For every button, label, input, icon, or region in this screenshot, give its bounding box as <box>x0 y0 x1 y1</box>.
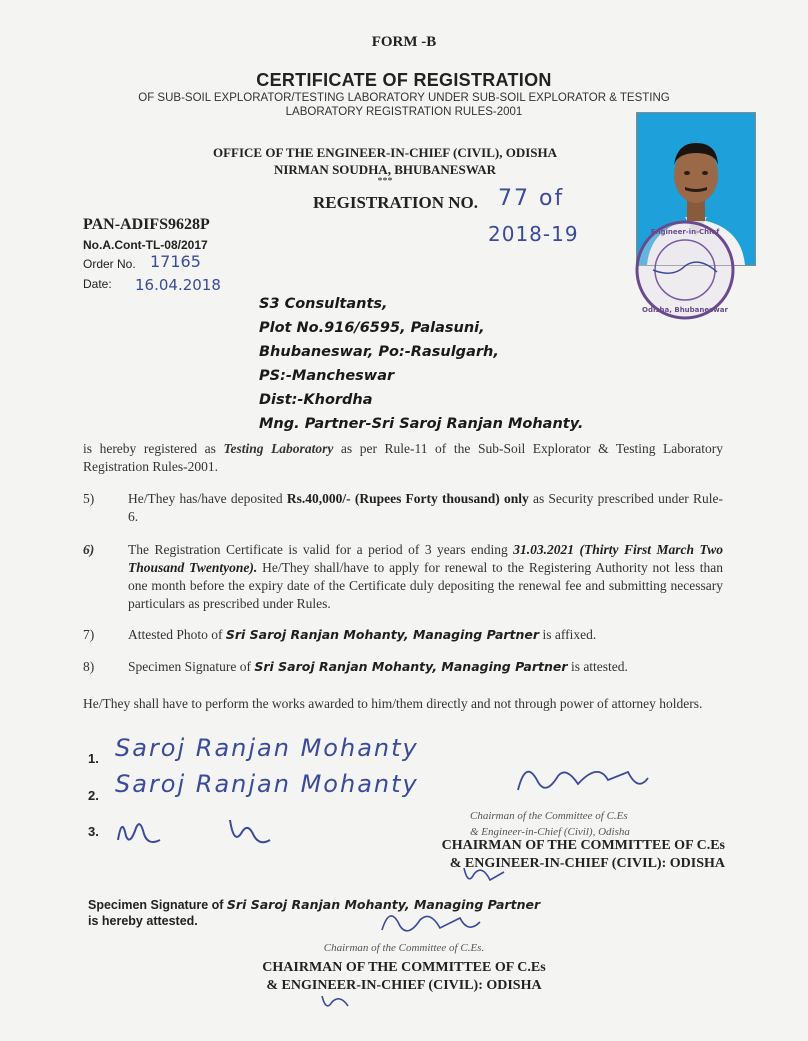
stamp2-line1: Chairman of the Committee of C.Es. <box>323 942 485 954</box>
stamp-line2: & Engineer-in-Chief (Civil), Odisha <box>470 826 630 838</box>
certificate-title: CERTIFICATE OF REGISTRATION <box>256 70 552 90</box>
stamp-line1: Chairman of the Committee of C.Es <box>470 810 628 822</box>
registration-statement: is hereby registered as Testing Laboratory as per Rule-11 of the Sub-Soil Explorator & Testing Laboratory Registration Rules-2001. <box>83 441 723 474</box>
attestation-line2: is hereby attested. <box>88 914 198 928</box>
initials-mark <box>460 862 510 893</box>
signature-number-3: 3. <box>88 824 99 839</box>
closing-paragraph: He/They shall have to perform the works awarded to him/them directly and not through power of attorney holders. <box>83 696 703 711</box>
chairman-title-line1: CHAIRMAN OF THE COMMITTEE OF C.Es <box>441 838 725 853</box>
specimen-signature-1: Saroj Ranjan Mohanty <box>115 734 419 762</box>
signature-number-2: 2. <box>88 788 99 803</box>
attestation-signature <box>376 900 486 945</box>
registration-type: Testing Laboratory <box>223 441 334 456</box>
official-seal <box>633 218 737 322</box>
svg-text:Engineer-in-Chief: Engineer-in-Chief <box>650 228 720 236</box>
address-line: Dist:-Khordha <box>259 392 373 408</box>
clause-8: 8) Specimen Signature of Sri Saroj Ranjan Mohanty, Managing Partner is attested. <box>83 659 628 674</box>
signature-number-1: 1. <box>88 751 99 766</box>
chairman-title-line2: & ENGINEER-IN-CHIEF (CIVIL): ODISHA <box>449 856 725 871</box>
office-line2: NIRMAN SOUDHA, BHUBANESWAR <box>273 162 497 177</box>
address-line: S3 Consultants, <box>259 296 388 312</box>
chairman-signature <box>508 752 658 807</box>
address-block <box>259 292 583 436</box>
initials-mark-2 <box>318 992 358 1019</box>
form-label: FORM -B <box>371 34 437 50</box>
address-line: Bhubaneswar, Po:-Rasulgarh, <box>259 344 499 360</box>
svg-text:Odisha, Bhubaneswar: Odisha, Bhubaneswar <box>642 306 728 314</box>
date-handwritten: 16.04.2018 <box>135 276 221 294</box>
order-label: Order No. <box>83 257 136 271</box>
chairman2-title-line1: CHAIRMAN OF THE COMMITTEE OF C.Es <box>262 960 546 975</box>
order-number-handwritten: 17165 <box>150 252 201 271</box>
subtitle-line1: OF SUB-SOIL EXPLORATOR/TESTING LABORATORY UNDER SUB-SOIL EXPLORATOR & TESTING <box>138 92 670 104</box>
stars-divider: *** <box>377 176 393 187</box>
specimen-signature-2: Saroj Ranjan Mohanty <box>115 770 419 798</box>
subtitle-line2: LABORATORY REGISTRATION RULES-2001 <box>285 106 523 118</box>
clause-5: 5) He/They has/have deposited Rs.40,000/- (Rupees Forty thousand) only as Security prescribed under Rule-6. <box>83 491 724 524</box>
date-label: Date: <box>83 277 112 291</box>
attestation-line1: Specimen Signature of Sri Saroj Ranjan Mohanty, Managing Partner <box>88 897 541 912</box>
office-line1: OFFICE OF THE ENGINEER-IN-CHIEF (CIVIL), ODISHA <box>212 145 558 160</box>
contract-number: No.A.Cont-TL-08/2017 <box>83 238 208 252</box>
clause-6: 6) The Registration Certificate is valid for a period of 3 years ending 31.03.2021 (Thirty First March Two Thousand Twentyone). He/They shall/have to apply for renewal to the Registering Authority not less than one month before the expiry date of the Certificate duly depositing the renewal fee and submitting necessary particulars as prescribed under Rules. <box>83 542 723 611</box>
address-line: Plot No.916/6595, Palasuni, <box>259 320 485 336</box>
address-line: Mng. Partner-Sri Saroj Ranjan Mohanty. <box>259 416 584 432</box>
pan-number: PAN-ADIFS9628P <box>83 216 210 233</box>
clause-7: 7) Attested Photo of Sri Saroj Ranjan Mohanty, Managing Partner is affixed. <box>83 627 597 642</box>
registration-year-handwritten: 2018-19 <box>488 222 579 246</box>
address-line: PS:-Mancheswar <box>259 368 395 384</box>
chairman2-title-line2: & ENGINEER-IN-CHIEF (CIVIL): ODISHA <box>266 978 542 993</box>
registration-number-handwritten: 77 of <box>498 186 565 211</box>
registration-label: REGISTRATION NO. <box>313 193 478 212</box>
